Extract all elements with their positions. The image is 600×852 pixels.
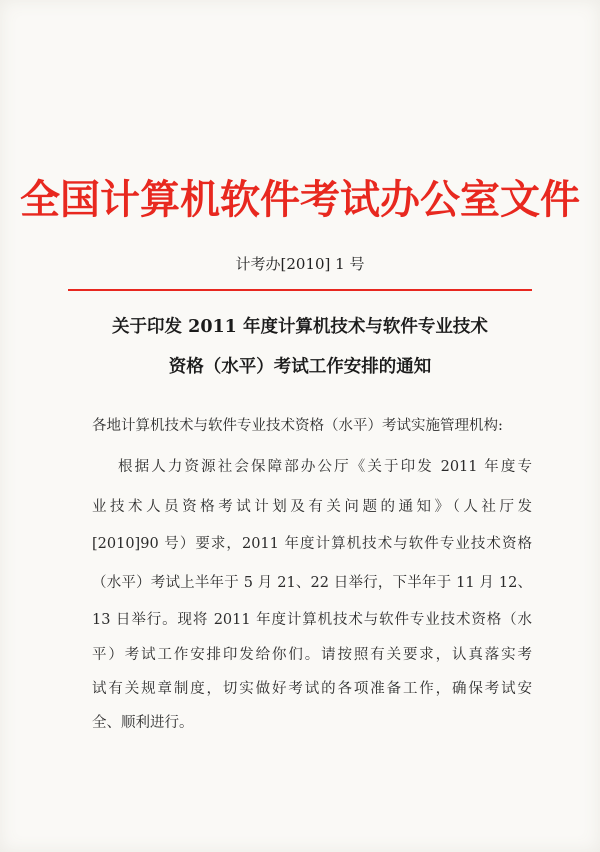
- body-line: 13 日举行。现将 2011 年度计算机技术与软件专业技术资格（水: [92, 612, 532, 628]
- issuing-office-title: 全国计算机软件考试办公室文件: [20, 176, 580, 223]
- notice-title-line-1: 关于印发 2011 年度计算机技术与软件专业技术: [112, 317, 488, 337]
- body-line: 全、顺利进行。: [92, 715, 194, 731]
- body-line: [2010]90 号）要求，2011 年度计算机技术与软件专业技术资格: [92, 536, 532, 552]
- salutation: 各地计算机技术与软件专业技术资格（水平）考试实施管理机构:: [92, 418, 503, 434]
- body-line: 平）考试工作安排印发给你们。请按照有关要求，认真落实考: [92, 647, 532, 663]
- notice-title-line-2: 资格（水平）考试工作安排的通知: [168, 357, 432, 377]
- body-line: 根据人力资源社会保障部办公厅《关于印发 2011 年度专: [118, 459, 532, 475]
- body-line: （水平）考试上半年于 5 月 21、22 日举行，下半年于 11 月 12、: [92, 575, 532, 591]
- body-line: 试有关规章制度，切实做好考试的各项准备工作，确保考试安: [92, 681, 532, 697]
- body-line: 业技术人员资格考试计划及有关问题的通知》（人社厅发: [92, 499, 532, 515]
- document-number: 计考办[2010] 1 号: [235, 255, 365, 273]
- red-divider-line: [68, 289, 532, 291]
